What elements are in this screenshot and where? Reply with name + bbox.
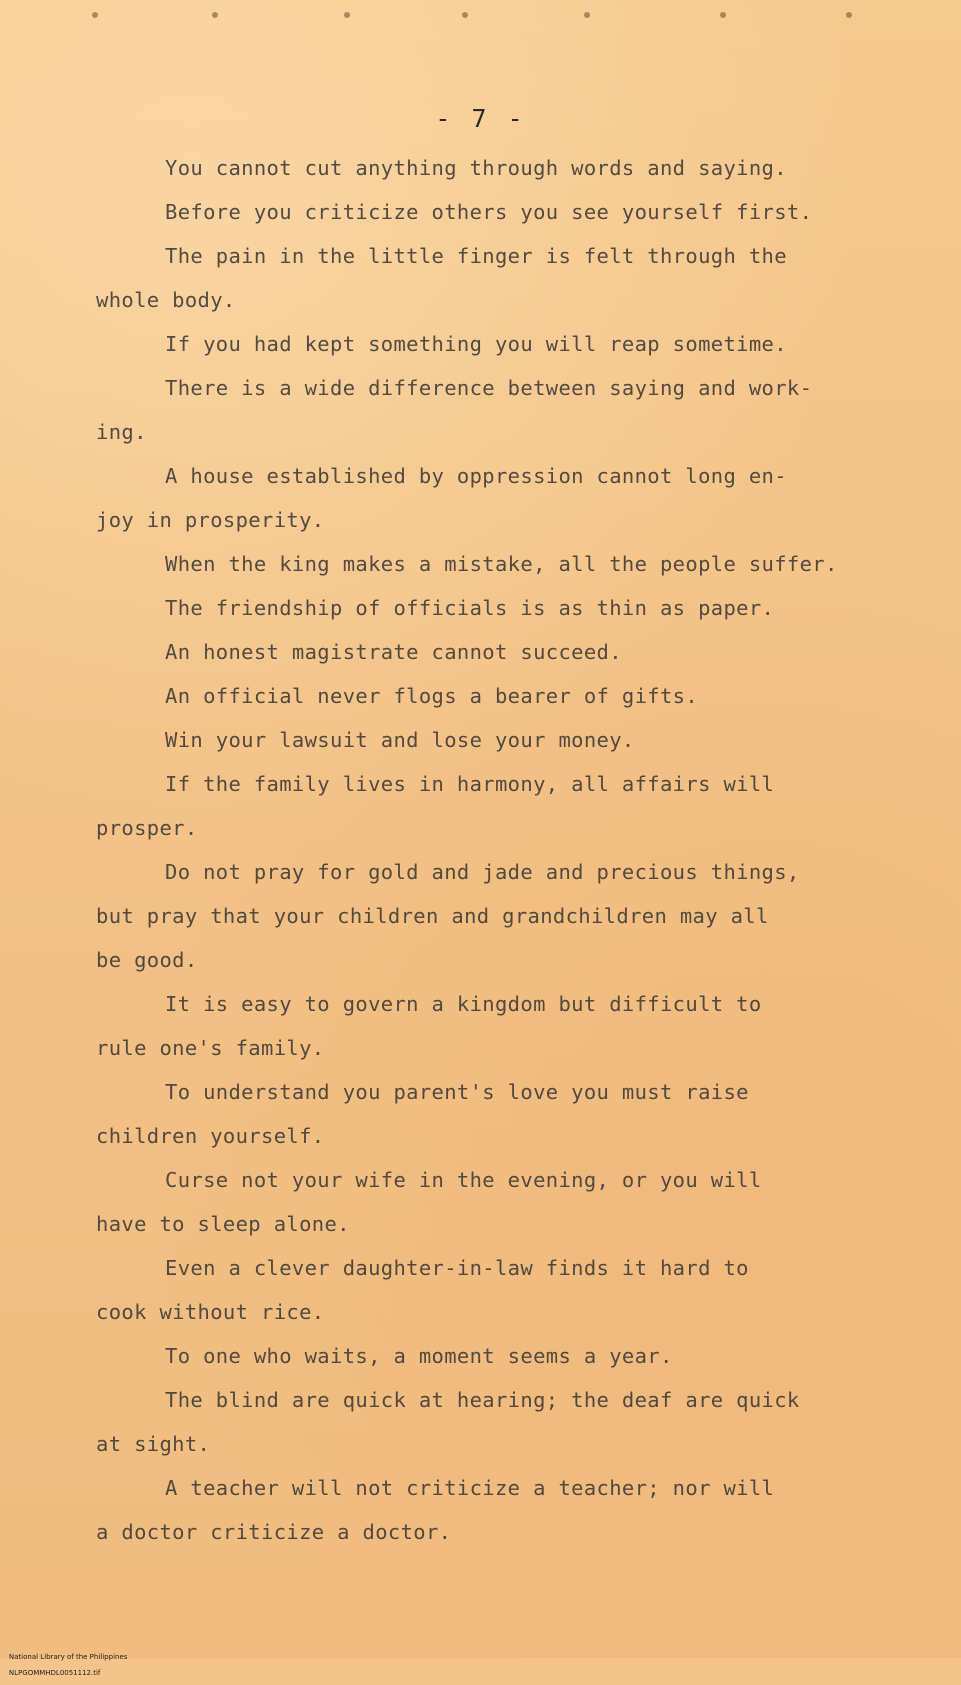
- scan-footer: [0, 1645, 127, 1685]
- text-line: To understand you parent's love you must raise: [165, 1080, 749, 1104]
- text-line: If the family lives in harmony, all affairs will: [165, 772, 775, 796]
- text-line: but pray that your children and grandchildren may all: [96, 904, 769, 928]
- text-line: You cannot cut anything through words and saying.: [165, 156, 787, 180]
- text-line: prosper.: [96, 816, 198, 840]
- text-line: When the king makes a mistake, all the people suffer.: [165, 552, 838, 576]
- text-line: An official never flogs a bearer of gifts.: [165, 684, 699, 708]
- file-id: NLPGOMMHDL0051112.tif: [8, 1669, 101, 1677]
- text-line: children yourself.: [96, 1124, 325, 1148]
- text-line: A teacher will not criticize a teacher; nor will: [165, 1476, 775, 1500]
- text-line: Even a clever daughter-in-law finds it hard to: [165, 1256, 749, 1280]
- staple-mark: [584, 12, 590, 18]
- text-line: It is easy to govern a kingdom but difficult to: [165, 992, 762, 1016]
- text-line: If you had kept something you will reap sometime.: [165, 332, 787, 356]
- staple-mark: [462, 12, 468, 18]
- text-line: be good.: [96, 948, 198, 972]
- text-line: There is a wide difference between saying and work-: [165, 376, 813, 400]
- text-line: To one who waits, a moment seems a year.: [165, 1344, 673, 1368]
- staple-mark: [846, 12, 852, 18]
- text-line: An honest magistrate cannot succeed.: [165, 640, 622, 664]
- staple-mark: [212, 12, 218, 18]
- text-line: joy in prosperity.: [96, 508, 325, 532]
- text-line: whole body.: [96, 288, 236, 312]
- text-line: Do not pray for gold and jade and precious things,: [165, 860, 800, 884]
- text-line: The friendship of officials is as thin as paper.: [165, 596, 775, 620]
- staple-mark: [344, 12, 350, 18]
- text-line: The blind are quick at hearing; the deaf are quick: [165, 1388, 800, 1412]
- library-credit: National Library of the Philippines: [8, 1653, 128, 1661]
- text-line: Win your lawsuit and lose your money.: [165, 728, 635, 752]
- text-line: cook without rice.: [96, 1300, 325, 1324]
- text-line: The pain in the little finger is felt through the: [165, 244, 787, 268]
- text-line: rule one's family.: [96, 1036, 325, 1060]
- text-line: at sight.: [96, 1432, 211, 1456]
- text-line: Before you criticize others you see yourself first.: [165, 200, 813, 224]
- text-line: a doctor criticize a doctor.: [96, 1520, 452, 1544]
- page-number: - 7 -: [435, 104, 526, 133]
- staple-mark: [92, 12, 98, 18]
- text-line: A house established by oppression cannot long en-: [165, 464, 787, 488]
- text-line: ing.: [96, 420, 147, 444]
- text-line: Curse not your wife in the evening, or you will: [165, 1168, 762, 1192]
- staple-mark: [720, 12, 726, 18]
- text-line: have to sleep alone.: [96, 1212, 350, 1236]
